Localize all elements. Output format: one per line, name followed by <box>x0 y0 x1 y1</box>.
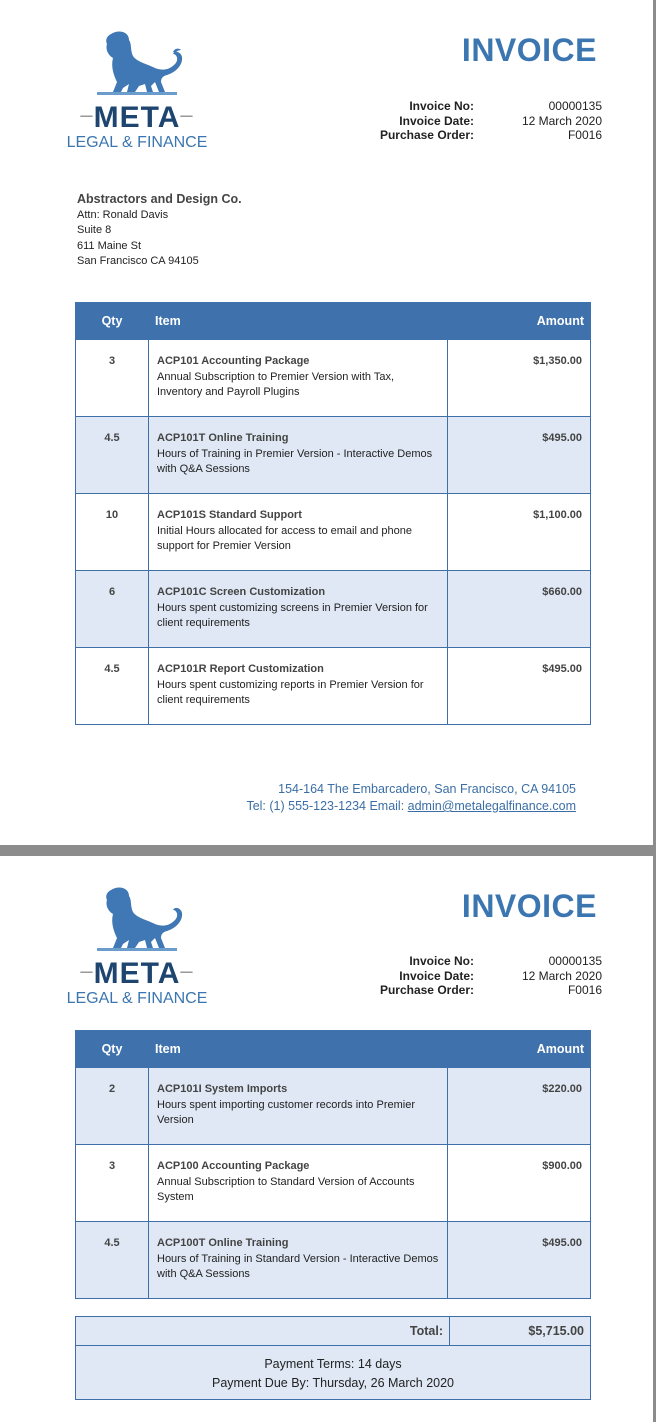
item-qty: 3 <box>76 340 149 417</box>
item-amount: $220.00 <box>448 1068 591 1145</box>
header-amount: Amount <box>448 303 591 340</box>
item-amount: $495.00 <box>448 648 591 725</box>
item-cell <box>149 1145 448 1222</box>
table-row <box>76 340 591 417</box>
item-description: Annual Subscription to Standard Version of Accounts System <box>157 1175 415 1203</box>
item-qty: 3 <box>76 1145 149 1222</box>
payment-terms-row <box>76 1346 591 1400</box>
item-name: ACP101R Report Customization <box>157 663 324 675</box>
item-amount: $1,350.00 <box>448 340 591 417</box>
item-amount: $495.00 <box>448 1222 591 1299</box>
table-row <box>76 494 591 571</box>
company-logo: –META– LEGAL & FINANCE <box>57 886 217 954</box>
item-qty: 10 <box>76 494 149 571</box>
purchase-order-row <box>360 983 602 998</box>
item-name: ACP101S Standard Support <box>157 509 302 521</box>
item-amount: $495.00 <box>448 417 591 494</box>
header-item: Item <box>149 303 448 340</box>
invoice-number-row <box>360 99 602 114</box>
company-footer <box>246 781 576 815</box>
payment-due: Payment Due By: Thursday, 26 March 2020 <box>211 1376 455 1390</box>
items-table-page-2 <box>75 1030 591 1299</box>
header-qty: Qty <box>76 303 149 340</box>
logo-subtitle: LEGAL & FINANCE <box>66 990 208 1007</box>
invoice-page-2 <box>0 856 653 1422</box>
company-email-link[interactable]: admin@metalegalfinance.com <box>407 799 576 813</box>
invoice-date-value: 12 March 2020 <box>521 968 602 983</box>
purchase-order-label: Purchase Order: <box>379 983 474 997</box>
item-cell <box>149 1222 448 1299</box>
item-description: Hours of Training in Standard Version - Interactive Demos with Q&A Sessions <box>157 1252 439 1280</box>
total-row <box>76 1317 591 1346</box>
logo-name: META <box>93 957 181 990</box>
item-description: Hours spent customizing screens in Premier Version for client requirements <box>157 601 428 629</box>
item-cell <box>149 1068 448 1145</box>
table-header-row <box>76 1031 591 1068</box>
item-cell <box>149 417 448 494</box>
invoice-number-value: 00000135 <box>548 954 602 968</box>
item-cell <box>149 494 448 571</box>
item-qty: 2 <box>76 1068 149 1145</box>
item-name: ACP101T Online Training <box>157 432 289 444</box>
logo-subtitle: LEGAL & FINANCE <box>66 134 208 151</box>
table-row <box>76 1222 591 1299</box>
lion-icon <box>89 886 185 954</box>
invoice-date-label: Invoice Date: <box>399 113 474 128</box>
bill-to-line1: Suite 8 <box>77 224 112 236</box>
item-name: ACP101I System Imports <box>157 1083 288 1095</box>
item-name: ACP100 Accounting Package <box>157 1160 310 1172</box>
bill-to-company: Abstractors and Design Co. <box>77 192 242 206</box>
total-label: Total: <box>76 1317 450 1346</box>
invoice-meta <box>360 954 602 998</box>
purchase-order-value: F0016 <box>567 128 602 142</box>
item-qty: 4.5 <box>76 417 149 494</box>
company-logo: –META– LEGAL & FINANCE <box>57 30 217 98</box>
purchase-order-label: Purchase Order: <box>379 128 474 142</box>
item-amount: $1,100.00 <box>448 494 591 571</box>
purchase-order-row <box>360 128 602 143</box>
total-value: $5,715.00 <box>450 1317 591 1346</box>
item-qty: 6 <box>76 571 149 648</box>
table-row <box>76 1145 591 1222</box>
bill-to-attn: Attn: Ronald Davis <box>77 208 169 221</box>
table-row <box>76 417 591 494</box>
company-contact: Tel: (1) 555-123-1234 Email: <box>246 799 408 813</box>
table-row <box>76 648 591 725</box>
item-amount: $900.00 <box>448 1145 591 1222</box>
invoice-meta <box>360 99 602 143</box>
table-row <box>76 1068 591 1145</box>
invoice-date-value: 12 March 2020 <box>521 113 602 128</box>
table-header-row <box>76 303 591 340</box>
item-cell <box>149 340 448 417</box>
invoice-number-value: 00000135 <box>548 99 602 113</box>
invoice-number-label: Invoice No: <box>409 99 474 113</box>
item-description: Hours of Training in Premier Version - Interactive Demos with Q&A Sessions <box>157 447 433 475</box>
invoice-date-row <box>360 114 602 129</box>
item-amount: $660.00 <box>448 571 591 648</box>
invoice-number-row <box>360 954 602 969</box>
company-address: 154-164 The Embarcadero, San Francisco, CA 94105 <box>278 782 576 796</box>
invoice-date-label: Invoice Date: <box>399 968 474 983</box>
item-description: Hours spent importing customer records into Premier Version <box>157 1098 415 1126</box>
totals-table <box>75 1316 591 1400</box>
item-qty: 4.5 <box>76 1222 149 1299</box>
purchase-order-value: F0016 <box>567 983 602 997</box>
logo-name: META <box>93 101 181 134</box>
header-qty: Qty <box>76 1031 149 1068</box>
invoice-title: INVOICE <box>461 32 597 68</box>
item-qty: 4.5 <box>76 648 149 725</box>
item-name: ACP101 Accounting Package <box>157 355 310 367</box>
invoice-number-label: Invoice No: <box>409 954 474 968</box>
items-table-page-1 <box>75 302 591 725</box>
invoice-date-row <box>360 969 602 984</box>
item-description: Annual Subscription to Premier Version with Tax, Inventory and Payroll Plugins <box>157 370 395 398</box>
header-amount: Amount <box>448 1031 591 1068</box>
item-description: Hours spent customizing reports in Premier Version for client requirements <box>157 678 424 706</box>
bill-to-address <box>77 192 242 270</box>
lion-icon <box>89 30 185 98</box>
bill-to-line3: San Francisco CA 94105 <box>77 255 199 267</box>
table-row <box>76 571 591 648</box>
item-cell <box>149 571 448 648</box>
invoice-title: INVOICE <box>461 888 597 924</box>
bill-to-line2: 611 Maine St <box>77 239 142 252</box>
payment-terms: Payment Terms: 14 days <box>264 1357 402 1371</box>
item-description: Initial Hours allocated for access to email and phone support for Premier Version <box>157 524 412 552</box>
item-cell <box>149 648 448 725</box>
header-item: Item <box>149 1031 448 1068</box>
item-name: ACP101C Screen Customization <box>157 586 326 598</box>
item-name: ACP100T Online Training <box>157 1237 289 1249</box>
